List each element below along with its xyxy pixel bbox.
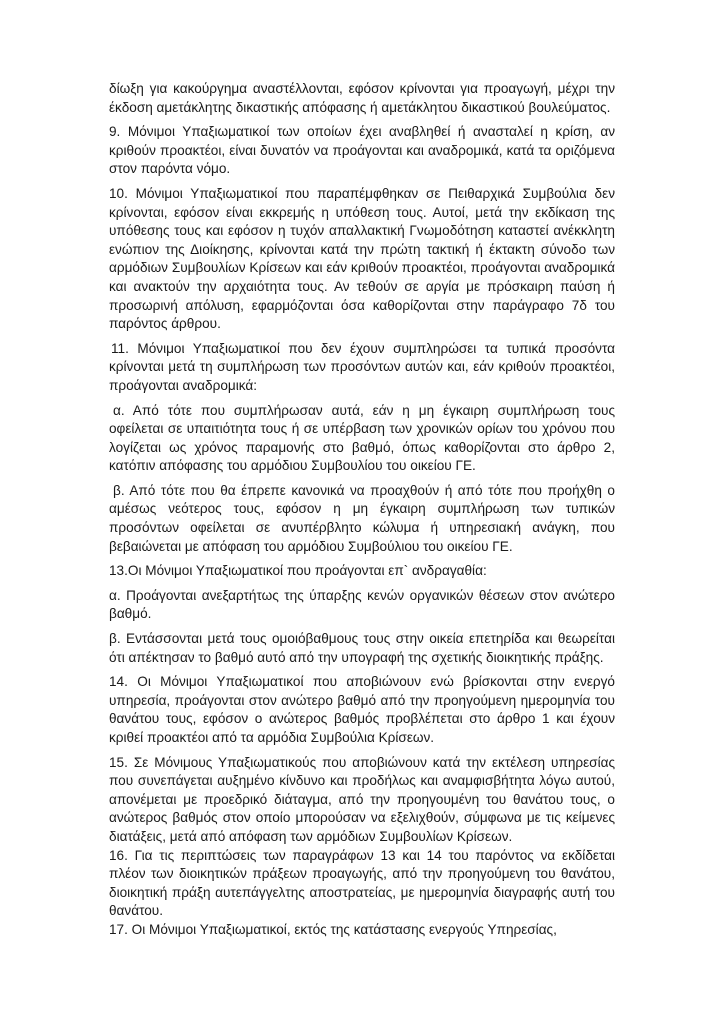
paragraph-13: 13.Οι Μόνιμοι Υπαξιωματικοί που προάγονται επ` ανδραγαθία: [109,563,487,579]
paragraph-16: 16. Για τις περιπτώσεις των παραγράφων 13 και 14 του παρόντος να εκδίδεται πλέον των διοικητικών πράξεων προαγωγής, από την προηγούμενη του θανάτου, διοικητική πράξη αυτεπάγγελτης αποστρατείας, με ημερομηνία διαγραφής αυτή του θανάτου. [109,847,615,919]
paragraph-11-b: β. Από τότε που θα έπρεπε κανονικά να προαχθούν ή από τότε που προήχθη ο αμέσως νεότερος τους, εφόσον η μη έγκαιρη συμπλήρωση των τυπικών προσόντων οφείλεται σε ανυπέρβλητο κώλυμα ή υπηρεσιακή ανάγκη, που βεβαιώνεται με απόφαση του αρμόδιου Συμβούλιου του οικείου ΓΕ. [109,482,615,554]
paragraph-10: 10. Μόνιμοι Υπαξιωματικοί που παραπέμφθηκαν σε Πειθαρχικά Συμβούλια δεν κρίνονται, εφόσον είναι εκκρεμής η υπόθεση τους. Αυτοί, μετά την εκδίκαση της υπόθεσης τους και εφόσον η τυχόν απαλλακτική Γνωμοδότηση καταστεί ανέκκλητη ενώπιον της Διοίκησης, κρίνονται κατά την πρώτη τακτική ή έκτακτη σύνοδο των αρμόδιων Συμβουλίων Κρίσεων και εάν κριθούν προακτέοι, προάγονται αναδρομικά και ανακτούν την αρχαιότητα τους. Αν τεθούν σε αργία με πρόσκαιρη παύση ή προσωρινή απόλυση, εφαρμόζονται όσα καθορίζονται στην παράγραφο 7δ του παρόντος άρθρου. [109,185,615,332]
paragraph-continuation: δίωξη για κακούργημα αναστέλλονται, εφόσον κρίνονται για προαγωγή, μέχρι την έκδοση αμετάκλητης δικαστικής απόφασης ή αμετάκλητου δικαστικού βουλεύματος. [109,81,615,115]
paragraph-14: 14. Οι Μόνιμοι Υπαξιωματικοί που αποβιώνουν ενώ βρίσκονται στην ενεργό υπηρεσία, προάγονται στον ανώτερο βαθμό από την προηγούμενη ημερομηνία του θανάτου τους, εφόσον ο ανώτερος βαθμός προβλέπεται στο άρθρο 1 και έχουν κριθεί προακτέοι από τα αρμόδια Συμβούλια Κρίσεων. [109,674,615,745]
paragraph-15: 15. Σε Μόνιμους Υπαξιωματικούς που αποβιώνουν κατά την εκτέλεση υπηρεσίας που συνεπάγεται αυξημένο κίνδυνο και προδήλως και αναμφισβήτητα λόγω αυτού, απονέμεται με προεδρικό διάταγμα, από την προηγουμένη του θανάτου τους, ο ανώτερος βαθμός στον οποίο μπορούσαν να εξελιχθούν, σύμφωνα με τις κείμενες διατάξεις, μετά από απόφαση των αρμόδιων Συμβουλίων Κρίσεων. [109,754,615,844]
paragraph-17: 17. Οι Μόνιμοι Υπαξιωματικοί, εκτός της κατάστασης ενεργούς Υπηρεσίας, [109,921,557,937]
paragraph-13-b: β. Εντάσσονται μετά τους ομοιόβαθμους τους στην οικεία επετηρίδα και θεωρείται ότι απέκτησαν το βαθμό αυτό από την υπογραφή της σχετικής διοικητικής πράξης. [109,631,615,665]
paragraph-9: 9. Μόνιμοι Υπαξιωματικοί των οποίων έχει αναβληθεί ή ανασταλεί η κρίση, αν κριθούν προακτέοι, είναι δυνατόν να προάγονται και αναδρομικά, κατά τα οριζόμενα στον παρόντα νόμο. [109,124,615,177]
paragraph-11: 11. Μόνιμοι Υπαξιωματικοί που δεν έχουν συμπληρώσει τα τυπικά προσόντα κρίνονται μετά τη συμπλήρωση των προσόντων αυτών και, εάν κριθούν προακτέοι, προάγονται αναδρομικά: [109,340,615,393]
paragraph-11-a: α. Από τότε που συμπλήρωσαν αυτά, εάν η μη έγκαιρη συμπλήρωση τους οφείλεται σε υπαιτιότητα τους ή σε υπέρβαση των χρονικών ορίων του χρόνου που λογίζεται ως χρόνος παραμονής στο βαθμό, όπως καθορίζονται στο άρθρο 2, κατόπιν απόφασης του αρμόδιου Συμβουλίου του οικείου ΓΕ. [109,402,615,474]
paragraph-13-a: α. Προάγονται ανεξαρτήτως της ύπαρξης κενών οργανικών θέσεων στον ανώτερο βαθμό. [109,587,615,622]
